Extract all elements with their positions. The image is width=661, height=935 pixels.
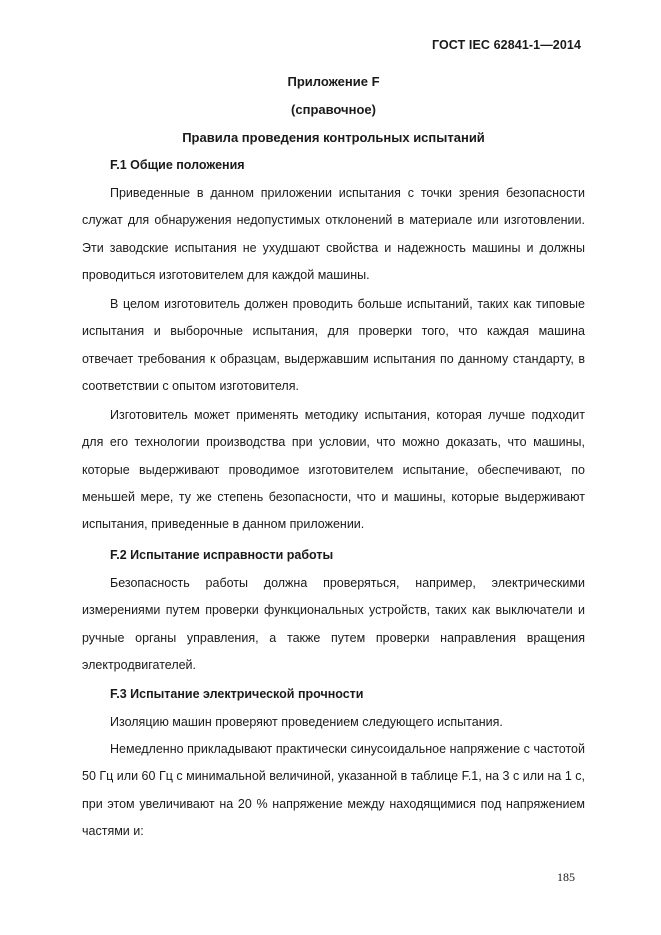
section-title-f1: F.1 Общие положения <box>110 158 245 172</box>
section-title-f2: F.2 Испытание исправности работы <box>110 548 334 562</box>
section-title-f3: F.3 Испытание электрической прочности <box>110 687 364 701</box>
appendix-title: Приложение F <box>287 74 380 89</box>
paragraph: В целом изготовитель должен проводить больше испытаний, таких как типовые испытания и выборочные испытания, для проверки того, что каждая машина отвечает требования к образцам, выдержавшим испытания по данному стандарту, в соответствии с опытом изготовителя. <box>82 297 585 393</box>
document-header: ГОСТ IEC 62841-1—2014 <box>431 38 581 52</box>
paragraph: Изоляцию машин проверяют проведением следующего испытания. <box>110 715 503 729</box>
paragraph: Изготовитель может применять методику испытания, которая лучше подходит для его технологии производства при условии, что можно доказать, что машины, которые выдерживают проводимое изготовителем испытание, обеспечивают, по меньшей мере, ту же степень безопасности, что и машины, которые выдерживают испытания, приведенные в данном приложении. <box>82 408 585 532</box>
appendix-status: (справочное) <box>291 102 376 117</box>
paragraph: Немедленно прикладывают практически синусоидальное напряжение с частотой 50 Гц или 60 Гц с минимальной величиной, указанной в таблице F.1, на 3 с или на 1 с, при этом увеличивают на 20 % напряжение между находящимися под напряжением частями и: <box>82 742 585 838</box>
appendix-heading: Правила проведения контрольных испытаний <box>182 130 485 145</box>
paragraph: Безопасность работы должна проверяться, например, электрическими измерениями путем проверки функциональных устройств, таких как выключатели и ручные органы управления, а также путем проверки направления вращения электродвигателей. <box>82 576 585 672</box>
paragraph: Приведенные в данном приложении испытания с точки зрения безопасности служат для обнаружения недопустимых отклонений в материале или изготовлении. Эти заводские испытания не ухудшают свойства и надежность машины и должны проводиться изготовителем для каждой машины. <box>82 186 585 282</box>
page-number: 185 <box>557 870 575 884</box>
